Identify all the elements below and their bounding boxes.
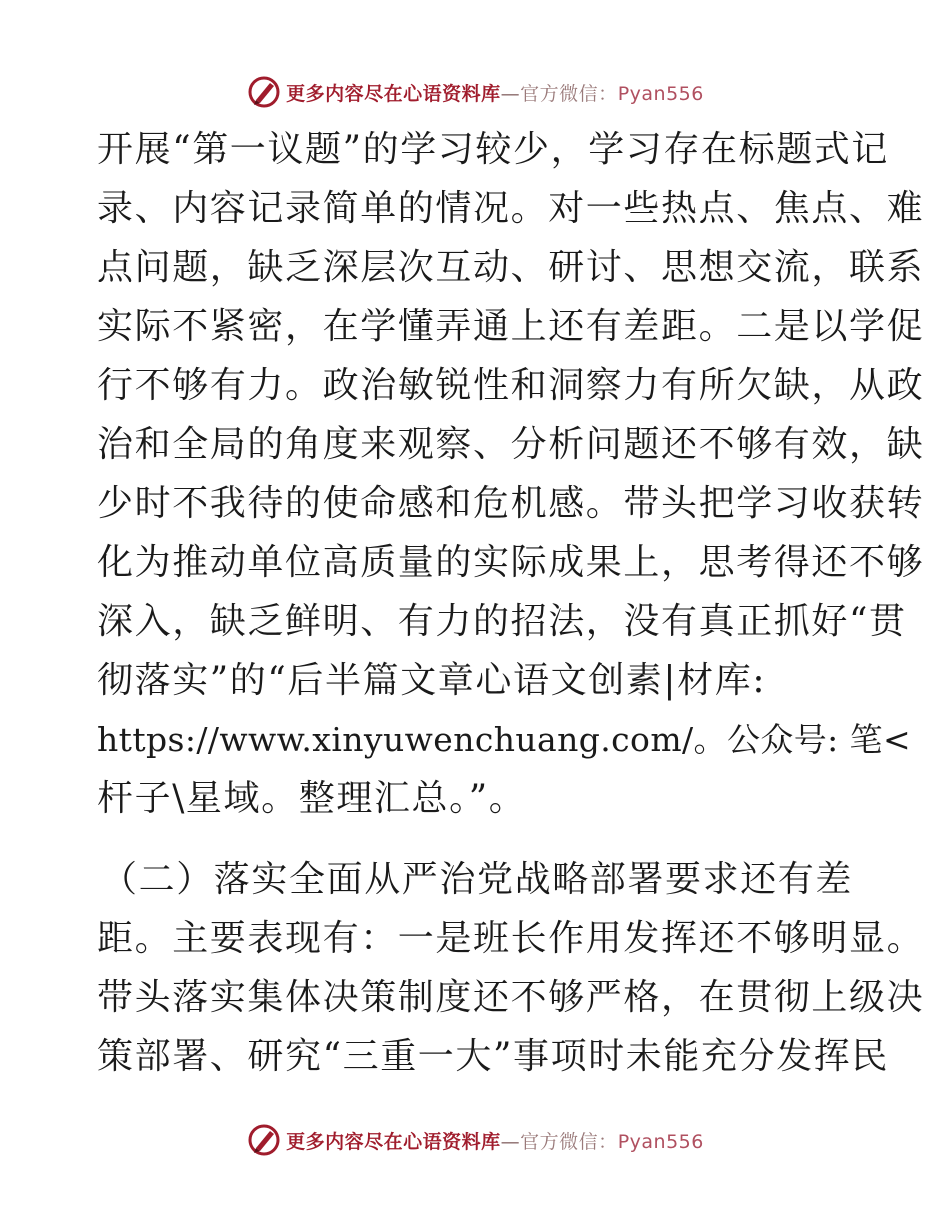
footer-banner-text xyxy=(286,1127,704,1154)
text-line: 深入，缺乏鲜明、有力的招法，没有真正抓好“贯 xyxy=(97,601,907,642)
header-brand: 更多内容尽在心语资料库 xyxy=(286,82,501,105)
header-wechat-label: 官方微信： xyxy=(520,82,618,105)
footer-brand: 更多内容尽在心语资料库 xyxy=(286,1130,501,1153)
text-line: 少时不我待的使命感和危机感。带头把学习收获转 xyxy=(97,483,925,524)
text-line: 带头落实集体决策制度还不够严格，在贯彻上级决 xyxy=(97,977,925,1018)
footer-separator: — xyxy=(500,1130,521,1153)
document-body xyxy=(97,120,925,1086)
section-heading-line: （二）落实全面从严治党战略部署要求还有差 xyxy=(101,859,854,900)
footer-wechat-label: 官方微信： xyxy=(520,1130,618,1153)
header-wechat-id: Pyan556 xyxy=(617,82,704,105)
text-line: 点问题，缺乏深层次互动、研讨、思想交流，联系 xyxy=(97,247,925,288)
text-line: 彻落实”的“后半篇文章心语文创素|材库: xyxy=(97,660,767,701)
text-line-url: https://www.xinyuwenchuang.com/。公众号: 笔< xyxy=(97,720,911,759)
text-line: 开展“第一议题”的学习较少，学习存在标题式记 xyxy=(97,129,890,170)
header-banner xyxy=(0,70,950,114)
footer-banner-content xyxy=(246,1122,704,1158)
header-separator: — xyxy=(500,82,521,105)
text-line: 杆子\星域。整理汇总。”。 xyxy=(97,778,527,819)
text-line: 实际不紧密，在学懂弄通上还有差距。二是以学促 xyxy=(97,306,925,347)
paragraph-gap xyxy=(97,828,857,850)
text-line: 录、内容记录简单的情况。对一些热点、焦点、难 xyxy=(97,188,925,229)
footer-banner xyxy=(0,1118,950,1162)
pen-circle-logo-icon xyxy=(246,74,282,110)
header-banner-content xyxy=(246,74,704,110)
footer-wechat-id: Pyan556 xyxy=(617,1130,704,1153)
text-line: 策部署、研究“三重一大”事项时未能充分发挥民 xyxy=(97,1036,890,1077)
text-line: 治和全局的角度来观察、分析问题还不够有效，缺 xyxy=(97,424,925,465)
text-line: 化为推动单位高质量的实际成果上，思考得还不够 xyxy=(97,542,925,583)
paragraph-2 xyxy=(97,850,925,1086)
text-line: 行不够有力。政治敏锐性和洞察力有所欠缺，从政 xyxy=(97,365,925,406)
paragraph-1 xyxy=(97,120,925,828)
pen-circle-logo-icon xyxy=(246,1122,282,1158)
text-line: 距。主要表现有：一是班长作用发挥还不够明显。 xyxy=(97,918,925,959)
header-banner-text xyxy=(286,79,704,106)
